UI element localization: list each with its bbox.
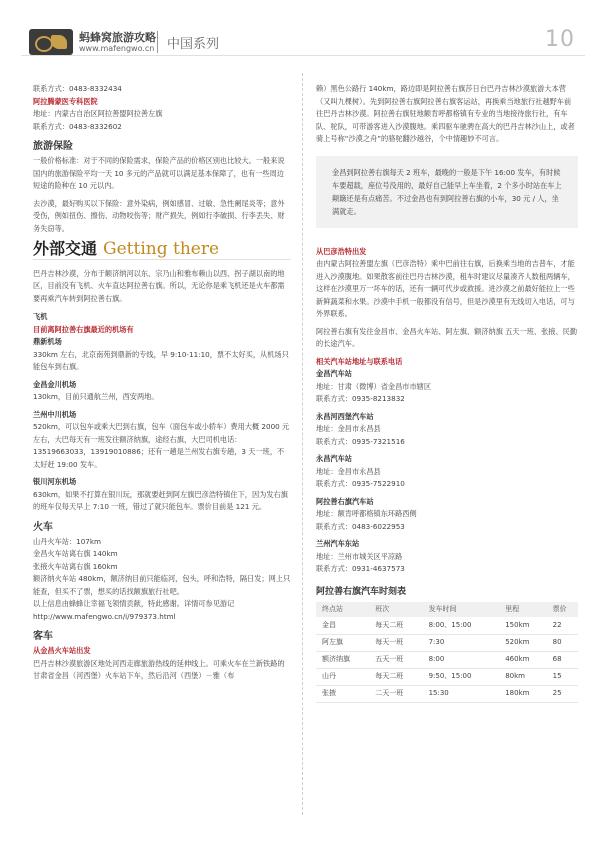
- jinchang-airport-name: 金昌金川机场: [33, 379, 77, 389]
- mafengwo-logo-icon: [29, 29, 73, 55]
- lanzhou-airport-name: 兰州中川机场: [33, 409, 77, 419]
- table-cell: 7:30: [423, 634, 500, 651]
- plane-subtitle: 目前离阿拉善右旗最近的机场有: [33, 324, 134, 334]
- header-divider: [157, 31, 158, 53]
- bayanhot-paragraph-2: 阿拉善右旗有发往金昌市、金昌火车站、阿左旗、额济纳旗 五天一班、张掖、民勤的长途汽车。: [316, 326, 578, 348]
- train-line: 张掖火车站离右旗 160km: [33, 561, 118, 571]
- hospital-name: 阿拉腾蒙医专科医院: [33, 96, 98, 106]
- bus-title: 客车: [33, 631, 53, 642]
- bayanhot-title: 从巴彦浩特出发: [316, 246, 367, 256]
- bus-subtitle: 从金昌火车站出发: [33, 646, 91, 655]
- intro-paragraph: 巴丹吉林沙漠，分布于额济纳河以东、宗乃山和雅布赖山以西、拐子湖以南的地区，目前没有飞机、火车直达阿拉善右旗。所以，无论你是乘飞机还是火车都需要再乘汽车转到阿拉善右旗。: [33, 268, 285, 303]
- yinchuan-airport-name: 银川河东机场: [33, 477, 77, 486]
- table-cell: 150km: [499, 617, 546, 634]
- section-title-en: Getting there: [103, 239, 220, 259]
- station-name: 永昌汽车站: [316, 454, 352, 463]
- dingxin-airport-name: 鼎新机场: [33, 337, 62, 346]
- header-rule: [21, 55, 585, 56]
- insurance-paragraph-1: 一般价格标准：对于不同的保险需求，保险产品的价格区别也比较大。一般来说国内的旅游保险平均一天 10 多元的产品就可以满足基本保障了，也有一些周边短途的险种在 10 元以内。: [33, 156, 285, 190]
- plane-title: 飞机: [33, 312, 48, 321]
- table-cell: 15: [547, 668, 578, 685]
- table-cell: 阿左旗: [316, 634, 369, 651]
- page-header: [21, 25, 585, 65]
- insurance-title: 旅游保险: [33, 141, 73, 152]
- table-cell: 520km: [499, 634, 546, 651]
- station-item: [316, 496, 578, 534]
- bus-paragraph-continued: 赖）黑色公路行 140km，路边即是阿拉善右旗莎日台巴丹吉林沙漠旅游大本营（又叫九棵树）。先到阿拉善右旗阿拉善右旗客运站，再换乘当地旅行社越野车前往巴丹吉林沙漠。阿拉善右旗驻地额肯呼都格镇有专业的当地接待旅行社，有车队、驼队，可带游客进入沙漠腹地。乘四驱车驰骋在高大的巴丹吉林沙山上，或者骑上号称“沙漠之舟”的骆驼翻沙越谷，个中情趣妙不可言。: [316, 84, 575, 143]
- table-cell: 每天二班: [369, 668, 422, 685]
- table-cell: 8:00、15:00: [423, 617, 500, 634]
- bayanhot-paragraph-1: 由内蒙古阿拉善盟左旗（巴彦浩特）乘中巴前往右旗，后换乘当地的吉普车，才能进入沙漠腹地。如果散客前往巴丹吉林沙漠，租车时建议尽量凑齐人数租两辆车，这样在沙漠里万一坏车的话，还有一辆可代步或救援。进沙漠之前最好能拉上一些新鲜蔬菜和水果。沙漠中手机一般都没有信号，但是沙漠里有无线切入电话，可与外界联系。: [316, 259, 575, 318]
- brand-name: 蚂蜂窝旅游攻略: [79, 31, 156, 44]
- station-name: 阿拉善右旗汽车站: [316, 496, 374, 506]
- table-cell: 80: [547, 634, 578, 651]
- hospital-phone: 联系方式：0483-8332602: [33, 121, 122, 131]
- station-address: 地址：金昌市永昌县: [316, 466, 381, 476]
- table-cell: 金昌: [316, 617, 369, 634]
- station-item: [316, 538, 578, 576]
- station-name: 永昌河西堡汽车站: [316, 411, 374, 421]
- station-item: [316, 411, 578, 449]
- section-heading: [33, 239, 291, 260]
- table-row: [316, 685, 578, 702]
- station-item: [316, 453, 578, 491]
- train-line: 山丹火车站：107km: [33, 536, 102, 546]
- bus-paragraph: 巴丹吉林沙漠旅游区地处河西走廊旅游热线的延伸线上。可乘火车在兰新铁路的甘肃省金昌（河西堡）火车站下车，然后沿河（西堡）－雅（布: [33, 658, 285, 680]
- station-phone: 联系方式：0931-4637573: [316, 564, 405, 573]
- table-cell: 15:30: [423, 685, 500, 702]
- series-title: 中国系列: [167, 37, 220, 52]
- table-cell: 8:00: [423, 651, 500, 668]
- insurance-paragraph-2: 去沙漠，最好购买以下保险：意外染病，例如感冒、过敏、急性阑尾炎等；意外受伤，例如扭伤、擦伤、动物咬伤等；财产损失，例如行李破损、行李丢失、财务失窃等。: [33, 198, 285, 233]
- table-cell: 五天一班: [369, 651, 422, 668]
- bus-timetable: [316, 602, 578, 703]
- train-line: 额济纳火车站 480km，额济纳目前只能临河，包头，呼和浩特，隔日发；网上只能查，但买不了票，想买的话找额旗旅行社吧。: [33, 574, 291, 596]
- section-title-cn: 外部交通: [33, 239, 98, 258]
- station-phone: 联系方式：0935-8213832: [316, 394, 405, 403]
- hospital-address: 地址：内蒙古自治区阿拉善盟阿拉善左旗: [33, 109, 163, 118]
- station-address: 地址：兰州市城关区平凉路: [316, 551, 403, 561]
- column-header: 班次: [369, 602, 422, 617]
- table-header-row: [316, 602, 578, 617]
- stations-title: 相关汽车站地址与联系电话: [316, 356, 403, 366]
- contact-line: 联系方式：0483-8332434: [33, 84, 122, 93]
- table-row: [316, 634, 578, 651]
- column-header: 票价: [547, 602, 578, 617]
- station-item: [316, 368, 578, 406]
- right-column: [316, 83, 578, 703]
- table-cell: 9:50、15:00: [423, 668, 500, 685]
- table-cell: 二天一班: [369, 685, 422, 702]
- station-address: 地址：额肯呼都格镇东环路西侧: [316, 509, 417, 518]
- timetable-title: 阿拉善右旗汽车时刻表: [316, 586, 407, 597]
- left-column: [33, 83, 291, 683]
- table-cell: 山丹: [316, 668, 369, 685]
- table-cell: 68: [547, 651, 578, 668]
- page-number: 10: [545, 27, 575, 52]
- table-row: [316, 668, 578, 685]
- column-separator: [302, 73, 303, 815]
- station-address: 地址：甘肃（微博）省金昌市市辖区: [316, 381, 432, 391]
- column-header: 发车时间: [423, 602, 500, 617]
- brand-url: www.mafengwo.cn: [79, 44, 155, 53]
- column-header: 终点站: [316, 602, 369, 617]
- train-title: 火车: [33, 521, 53, 533]
- table-row: [316, 617, 578, 634]
- table-cell: 每天一班: [369, 634, 422, 651]
- lanzhou-airport-text: 520km，可以包车或乘大巴到右旗，包车（面包车或小轿车）费用大概 2000 元左右，大巴每天有一班发往额济纳旗，途经右旗，大巴司机电话：13519663033，13919010886；还有一趟是兰州发右旗专趟，3 天一班，不太好赶 19:00 发车。: [33, 422, 290, 469]
- travelogue-link[interactable]: http://www.mafengwo.cn/i/979373.html: [33, 611, 176, 621]
- table-cell: 每天二班: [369, 617, 422, 634]
- jinchang-airport-text: 130km，目前只通航兰州，西安两地。: [33, 392, 159, 401]
- table-cell: 22: [547, 617, 578, 634]
- station-phone: 联系方式：0483-6022953: [316, 521, 405, 531]
- train-line: 以上信息由蜂蜂让幸福飞领情贡献，特此感谢。详情可参见游记: [33, 599, 235, 608]
- station-phone: 联系方式：0935-7321516: [316, 436, 405, 446]
- dingxin-airport-text: 330km 左右，北京南苑到鼎新的专线，早 9:10-11:10，票不太好买，从机场只能包车到右旗。: [33, 349, 289, 371]
- table-cell: 80km: [499, 668, 546, 685]
- station-address: 地址：金昌市永昌县: [316, 424, 381, 433]
- table-cell: 180km: [499, 685, 546, 702]
- station-phone: 联系方式：0935-7522910: [316, 479, 405, 488]
- table-row: [316, 651, 578, 668]
- table-cell: 460km: [499, 651, 546, 668]
- table-cell: 张掖: [316, 685, 369, 702]
- yinchuan-airport-text: 630km，如果不打算在银川玩，那就要赶到阿左旗巴彦浩特镇住下，因为发右旗的班车仅每天早上 7:10 一班，错过了就只能包车。票价目前是 121 元。: [33, 489, 288, 511]
- train-line: 金昌火车站离右旗 140km: [33, 549, 118, 558]
- tip-box: 金昌到阿拉善右旗每天 2 班车，最晚的一般是下午 16:00 发车，有时候车要超载，座位号没用的，最好自己能早上车坐着，2 个多小时站在车上颠簸还是有点痛苦。不过金昌也有到阿拉善右旗的小车，30 元 / 人，坐满就走。: [316, 156, 578, 228]
- table-cell: 额济纳旗: [316, 651, 369, 668]
- column-header: 里程: [499, 602, 546, 617]
- station-name: 兰州汽车东站: [316, 539, 360, 548]
- station-name: 金昌汽车站: [316, 369, 352, 378]
- table-cell: 25: [547, 685, 578, 702]
